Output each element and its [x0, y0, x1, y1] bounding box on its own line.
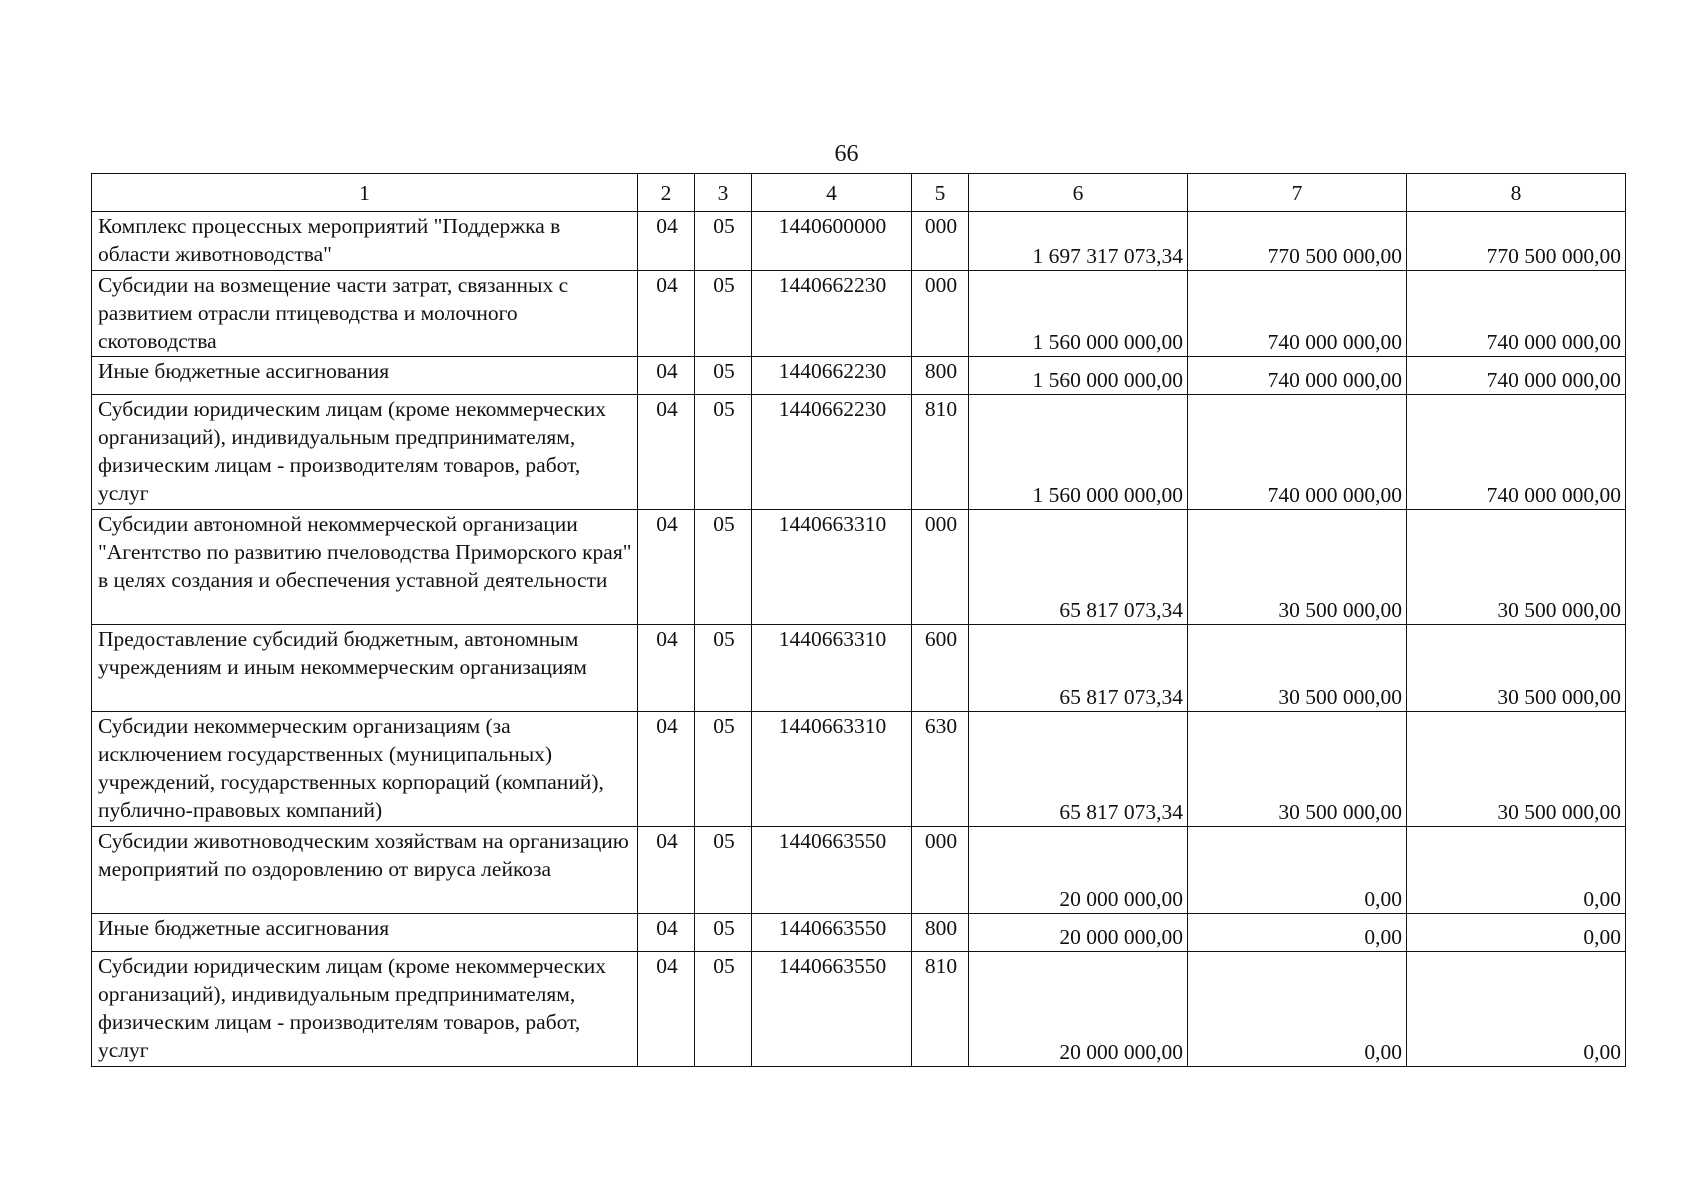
subsection-code: 05 — [695, 510, 752, 625]
table-row — [92, 625, 1626, 712]
row-name: Иные бюджетные ассигнования — [92, 357, 638, 395]
table-row — [92, 395, 1626, 510]
section-code: 04 — [638, 395, 695, 510]
expense-type-code: 000 — [912, 271, 969, 357]
target-article-code: 1440663550 — [752, 914, 912, 952]
section-code: 04 — [638, 625, 695, 712]
amount-col-8: 740 000 000,00 — [1407, 395, 1626, 510]
amount-col-8: 30 500 000,00 — [1407, 510, 1626, 625]
subsection-code: 05 — [695, 712, 752, 827]
amount-col-7: 0,00 — [1188, 952, 1407, 1067]
amount-col-7: 0,00 — [1188, 827, 1407, 914]
table-row — [92, 914, 1626, 952]
budget-table — [91, 173, 1626, 1067]
table-row — [92, 827, 1626, 914]
amount-col-6: 1 560 000 000,00 — [969, 357, 1188, 395]
subsection-code: 05 — [695, 212, 752, 271]
amount-col-8: 0,00 — [1407, 952, 1626, 1067]
subsection-code: 05 — [695, 914, 752, 952]
section-code: 04 — [638, 357, 695, 395]
amount-col-8: 30 500 000,00 — [1407, 625, 1626, 712]
amount-col-7: 740 000 000,00 — [1188, 271, 1407, 357]
amount-col-6: 1 560 000 000,00 — [969, 395, 1188, 510]
amount-col-7: 740 000 000,00 — [1188, 395, 1407, 510]
header-col-2: 2 — [638, 174, 695, 212]
amount-col-8: 740 000 000,00 — [1407, 357, 1626, 395]
expense-type-code: 800 — [912, 357, 969, 395]
amount-col-8: 770 500 000,00 — [1407, 212, 1626, 271]
row-name: Субсидии животноводческим хозяйствам на организацию мероприятий по оздоровлению от вируса лейкоза — [92, 827, 638, 914]
expense-type-code: 000 — [912, 827, 969, 914]
amount-col-6: 65 817 073,34 — [969, 625, 1188, 712]
amount-col-7: 740 000 000,00 — [1188, 357, 1407, 395]
header-col-7: 7 — [1188, 174, 1407, 212]
target-article-code: 1440663310 — [752, 712, 912, 827]
target-article-code: 1440600000 — [752, 212, 912, 271]
header-col-3: 3 — [695, 174, 752, 212]
subsection-code: 05 — [695, 357, 752, 395]
row-name: Субсидии юридическим лицам (кроме некоммерческих организаций), индивидуальным предпринимателям, физическим лицам - производителям товаров, работ, услуг — [92, 952, 638, 1067]
table-row — [92, 952, 1626, 1067]
row-name: Субсидии автономной некоммерческой организации "Агентство по развитию пчеловодства Приморского края" в целях создания и обеспечения уставной деятельности — [92, 510, 638, 625]
amount-col-7: 770 500 000,00 — [1188, 212, 1407, 271]
amount-col-6: 65 817 073,34 — [969, 510, 1188, 625]
subsection-code: 05 — [695, 271, 752, 357]
row-name: Субсидии некоммерческим организациям (за исключением государственных (муниципальных) учреждений, государственных корпораций (компаний), публично-правовых компаний) — [92, 712, 638, 827]
header-col-5: 5 — [912, 174, 969, 212]
amount-col-6: 1 560 000 000,00 — [969, 271, 1188, 357]
header-row — [92, 174, 1626, 212]
amount-col-6: 20 000 000,00 — [969, 827, 1188, 914]
table-row — [92, 357, 1626, 395]
page-number: 66 — [834, 141, 859, 167]
table-row — [92, 712, 1626, 827]
subsection-code: 05 — [695, 827, 752, 914]
row-name: Субсидии на возмещение части затрат, связанных с развитием отрасли птицеводства и молочного скотоводства — [92, 271, 638, 357]
amount-col-7: 30 500 000,00 — [1188, 712, 1407, 827]
amount-col-8: 0,00 — [1407, 914, 1626, 952]
header-col-4: 4 — [752, 174, 912, 212]
target-article-code: 1440663550 — [752, 827, 912, 914]
expense-type-code: 810 — [912, 952, 969, 1067]
amount-col-7: 30 500 000,00 — [1188, 625, 1407, 712]
amount-col-7: 30 500 000,00 — [1188, 510, 1407, 625]
target-article-code: 1440663310 — [752, 625, 912, 712]
amount-col-8: 0,00 — [1407, 827, 1626, 914]
section-code: 04 — [638, 827, 695, 914]
section-code: 04 — [638, 510, 695, 625]
header-col-8: 8 — [1407, 174, 1626, 212]
amount-col-6: 65 817 073,34 — [969, 712, 1188, 827]
target-article-code: 1440663310 — [752, 510, 912, 625]
subsection-code: 05 — [695, 625, 752, 712]
table-row — [92, 510, 1626, 625]
expense-type-code: 810 — [912, 395, 969, 510]
amount-col-6: 20 000 000,00 — [969, 914, 1188, 952]
amount-col-8: 30 500 000,00 — [1407, 712, 1626, 827]
expense-type-code: 800 — [912, 914, 969, 952]
amount-col-8: 740 000 000,00 — [1407, 271, 1626, 357]
header-col-6: 6 — [969, 174, 1188, 212]
amount-col-7: 0,00 — [1188, 914, 1407, 952]
table-row — [92, 271, 1626, 357]
row-name: Предоставление субсидий бюджетным, автономным учреждениям и иным некоммерческим организациям — [92, 625, 638, 712]
subsection-code: 05 — [695, 952, 752, 1067]
section-code: 04 — [638, 952, 695, 1067]
section-code: 04 — [638, 271, 695, 357]
expense-type-code: 630 — [912, 712, 969, 827]
subsection-code: 05 — [695, 395, 752, 510]
row-name: Комплекс процессных мероприятий "Поддержка в области животноводства" — [92, 212, 638, 271]
target-article-code: 1440663550 — [752, 952, 912, 1067]
amount-col-6: 20 000 000,00 — [969, 952, 1188, 1067]
header-col-1: 1 — [92, 174, 638, 212]
row-name: Иные бюджетные ассигнования — [92, 914, 638, 952]
expense-type-code: 000 — [912, 510, 969, 625]
expense-type-code: 000 — [912, 212, 969, 271]
target-article-code: 1440662230 — [752, 271, 912, 357]
section-code: 04 — [638, 212, 695, 271]
target-article-code: 1440662230 — [752, 395, 912, 510]
section-code: 04 — [638, 712, 695, 827]
row-name: Субсидии юридическим лицам (кроме некоммерческих организаций), индивидуальным предпринимателям, физическим лицам - производителям товаров, работ, услуг — [92, 395, 638, 510]
amount-col-6: 1 697 317 073,34 — [969, 212, 1188, 271]
table-row — [92, 212, 1626, 271]
section-code: 04 — [638, 914, 695, 952]
target-article-code: 1440662230 — [752, 357, 912, 395]
expense-type-code: 600 — [912, 625, 969, 712]
